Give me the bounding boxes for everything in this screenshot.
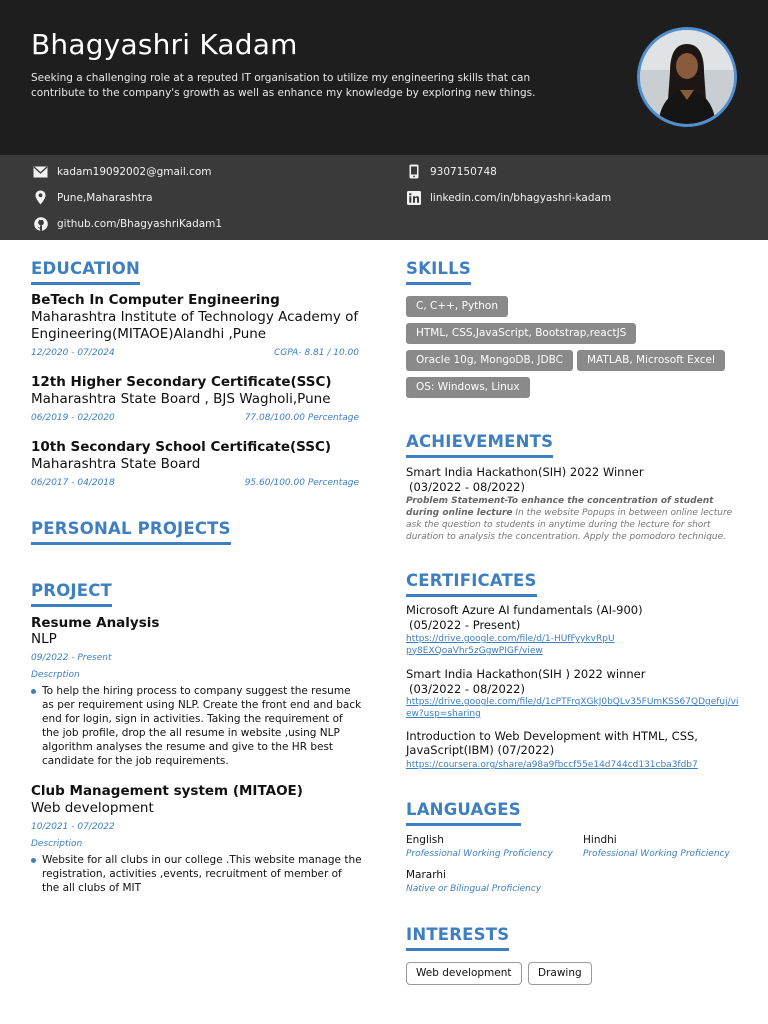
education-heading: EDUCATION [31,259,140,285]
contact-bar [0,155,768,240]
contact-linkedin[interactable] [406,190,611,205]
education-score: CGPA- 8.81 / 10.00 [273,348,359,358]
language-name: English [406,834,444,846]
project-bullet: Website for all clubs in our college .This website manage the registration, activities ,events, recruitment of member of the all clubs of MIT [42,854,362,894]
personal-projects-heading: PERSONAL PROJECTS [31,519,231,545]
skill-tag: Oracle 10g, MongoDB, JDBC [406,350,573,371]
education-dates: 12/2020 - 07/2024 [31,348,115,358]
github-icon [33,216,48,231]
achievement-name: Smart India Hackathon(SIH) 2022 Winner [406,465,644,479]
languages-heading: LANGUAGES [406,800,521,826]
language-level: Native or Bilingual Proficiency [406,884,542,894]
education-dates: 06/2017 - 04/2018 [31,478,115,488]
certificate-link[interactable]: https://drive.google.com/file/d/1cPTFrqXGkJ0bQLv35FUmKSS67QDgefuj/view?usp=sharing [406,697,739,719]
github-text: github.com/BhagyashriKadam1 [57,217,223,230]
skill-tag: HTML, CSS,JavaScript, Bootstrap,reactJS [406,323,636,344]
envelope-icon [33,164,48,179]
achievement-description [406,495,736,543]
phone-text: 9307150748 [430,165,497,178]
project-heading: PROJECT [31,581,112,607]
achievement-dates: (03/2022 - 08/2022) [409,480,525,494]
education-school: Maharashtra State Board , BJS Wagholi,Pune [31,391,331,407]
location-text: Pune,Maharashtra [57,191,153,204]
interest-tag: Drawing [528,962,592,985]
project-desc-label: Description [31,839,83,849]
education-school: Maharashtra State Board [31,456,201,472]
linkedin-icon [406,190,421,205]
resume-header [0,0,768,155]
project-subtitle: NLP [31,631,57,647]
summary-text: Seeking a challenging role at a reputed IT organisation to utilize my engineering skills that can contribute to the company's growth as well as enhance my knowledge by exploring new things. [31,72,536,99]
interest-tag: Web development [406,962,522,985]
project-dates: 10/2021 - 07/2022 [31,822,115,832]
certificate-link[interactable]: https://drive.google.com/file/d/1-HUfFyykvRpUpy8EXQoaVhr5zGgwPIGF/view [406,634,615,656]
education-degree: 12th Higher Secondary Certificate(SSC) [31,374,332,390]
profile-photo [637,27,737,127]
language-name: Mararhi [406,869,446,881]
certificate-name: Smart India Hackathon(SIH ) 2022 winner [406,667,646,681]
contact-phone[interactable] [406,164,497,179]
skills-heading: SKILLS [406,259,471,285]
phone-icon [406,164,421,179]
contact-email[interactable] [33,164,212,179]
project-desc-label: Descrption [31,670,80,680]
candidate-name: Bhagyashri Kadam [31,28,298,61]
education-score: 95.60/100.00 Percentage [244,478,359,488]
education-school: Maharashtra Institute of Technology Academy of Engineering(MITAOE)Alandhi ,Pune [31,309,359,342]
certificate-name: Microsoft Azure AI fundamentals (AI-900) [406,603,643,617]
certificate-dates: (03/2022 - 08/2022) [409,682,525,696]
education-score: 77.08/100.00 Percentage [244,413,359,423]
email-text: kadam19092002@gmail.com [57,165,212,178]
language-name: Hindhi [583,834,617,846]
location-pin-icon [33,190,48,205]
project-subtitle: Web development [31,800,154,816]
achievements-heading: ACHIEVEMENTS [406,432,553,458]
contact-location [33,190,153,205]
language-level: Professional Working Proficiency [583,849,730,859]
certificate-name: Introduction to Web Development with HTML, CSS, JavaScript(IBM) (07/2022) [406,729,698,757]
skill-tag: MATLAB, Microsoft Excel [577,350,725,371]
achievement-problem-statement: Problem Statement-To enhance the concentration of student during online lecture [406,496,714,518]
linkedin-text: linkedin.com/in/bhagyashri-kadam [430,191,612,204]
interests-heading: INTERESTS [406,925,509,951]
contact-github[interactable] [33,216,222,231]
skill-tag: C, C++, Python [406,296,508,317]
education-dates: 06/2019 - 02/2020 [31,413,115,423]
project-name: Resume Analysis [31,615,160,631]
project-bullet: To help the hiring process to company suggest the resume as per requirement using NLP. Create the front end and back end for login, sign in activities. Taking the requirement of the job profile, drop the all resume in website ,using NLP algorithm analyses the resume and give to the HR best candidate for the job requirements. [42,685,362,767]
skill-tag: OS: Windows, Linux [406,377,530,398]
education-degree: BeTech In Computer Engineering [31,292,280,308]
certificate-link[interactable]: https://coursera.org/share/a98a9fbccf55e14d744cd131cba3fdb7 [406,760,698,770]
achievement-desc-text: In the website Popups in between online lecture ask the question to students in anytime during the lecture for short duration to analysis the concentration. Apply the pomodoro technique. [406,508,733,542]
education-degree: 10th Secondary School Certificate(SSC) [31,439,332,455]
language-level: Professional Working Proficiency [406,849,553,859]
project-dates: 09/2022 - Present [31,653,112,663]
project-name: Club Management system (MITAOE) [31,783,303,799]
certificates-heading: CERTIFICATES [406,571,537,597]
certificate-dates: (05/2022 - Present) [409,618,521,632]
